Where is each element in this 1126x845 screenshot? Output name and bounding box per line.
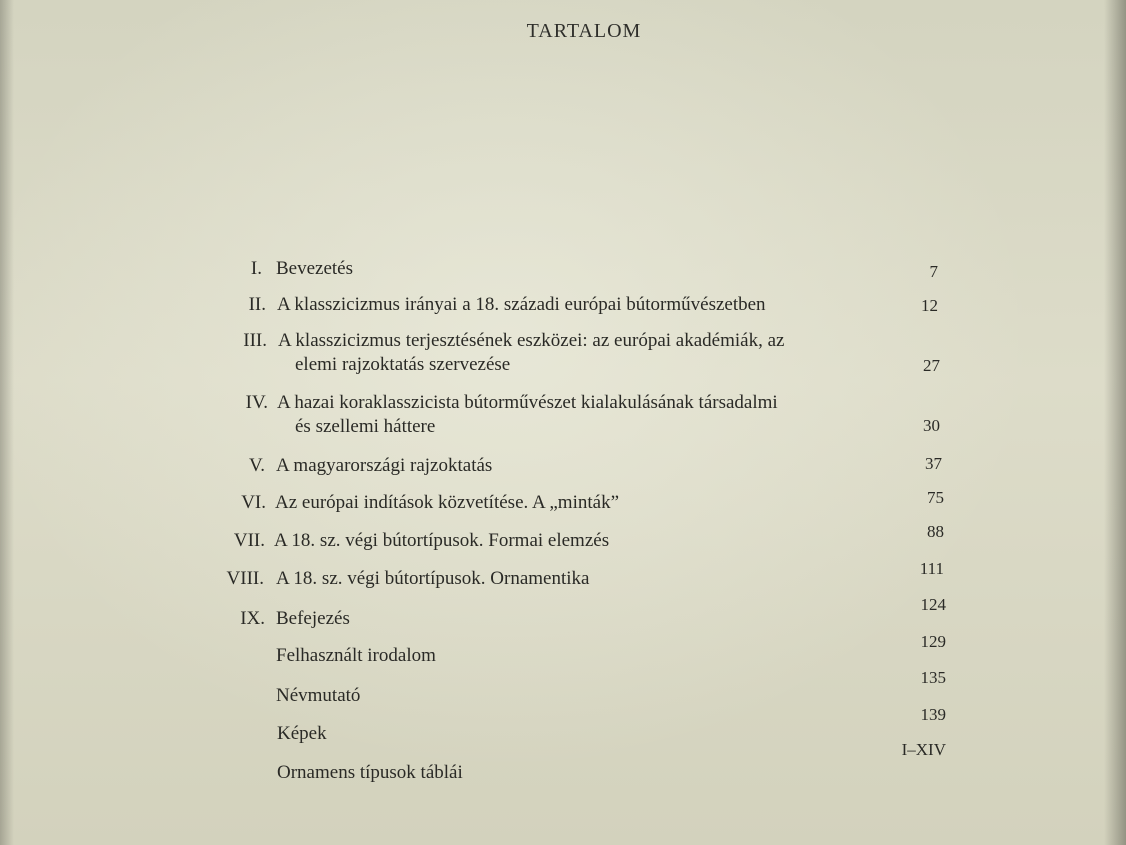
toc-entry-title: A klasszicizmus terjesztésének eszközei: az európai akadémiák, az	[278, 330, 785, 351]
toc-entry-title: Névmutató	[276, 685, 361, 706]
toc-entry-page: 135	[920, 668, 946, 687]
toc-entry-title: Befejezés	[276, 608, 350, 629]
toc-entry-title: A 18. sz. végi bútortípusok. Formai elemzés	[274, 530, 610, 551]
toc-entry-title: és szellemi háttere	[295, 416, 436, 437]
toc-entry-number: IX.	[240, 608, 265, 629]
toc-entry-title: Ornamens típusok táblái	[277, 762, 463, 783]
toc-entry-number: VIII.	[226, 568, 264, 589]
toc-entry-number: IV.	[245, 392, 268, 413]
toc-entry-title: A klasszicizmus irányai a 18. századi európai bútorművészetben	[277, 294, 766, 315]
toc-entry-title: Felhasznált irodalom	[276, 645, 436, 666]
toc-entry-page: 129	[920, 632, 946, 651]
toc-entry-number: III.	[243, 330, 267, 351]
toc-entry-title: A magyarországi rajzoktatás	[276, 455, 493, 476]
toc-entry-page: 139	[920, 705, 946, 724]
toc-entry-title: Az európai indítások közvetítése. A „minták”	[275, 492, 620, 513]
toc-entry-title: Bevezetés	[276, 258, 354, 279]
toc-entry-title: Képek	[277, 723, 327, 744]
toc-entry-title: elemi rajzoktatás szervezése	[295, 354, 511, 375]
toc-entry-page: 124	[920, 595, 946, 614]
toc-entry-title: A hazai koraklasszicista bútorművészet kialakulásának társadalmi	[277, 392, 778, 413]
toc-entry-page: 30	[923, 416, 940, 435]
toc-entry-page: 111	[919, 559, 944, 578]
toc-entry-page: 75	[927, 488, 944, 507]
toc-entry-page: 12	[921, 296, 938, 315]
toc-entry-page: 37	[925, 454, 942, 473]
toc-entry-page: 7	[929, 262, 938, 281]
toc-entry-number: II.	[248, 294, 266, 315]
toc-entry-page: 88	[927, 522, 944, 541]
toc-entry-page: 27	[923, 356, 940, 375]
toc-entry-number: V.	[248, 455, 265, 476]
toc-entry-number: VII.	[233, 530, 265, 551]
toc-entry-number: I.	[250, 258, 262, 279]
toc-entry-title: A 18. sz. végi bútortípusok. Ornamentika	[276, 568, 590, 589]
toc-entry-page: I–XIV	[901, 740, 946, 759]
toc-entry-number: VI.	[241, 492, 266, 513]
page-title: TARTALOM	[526, 20, 642, 42]
